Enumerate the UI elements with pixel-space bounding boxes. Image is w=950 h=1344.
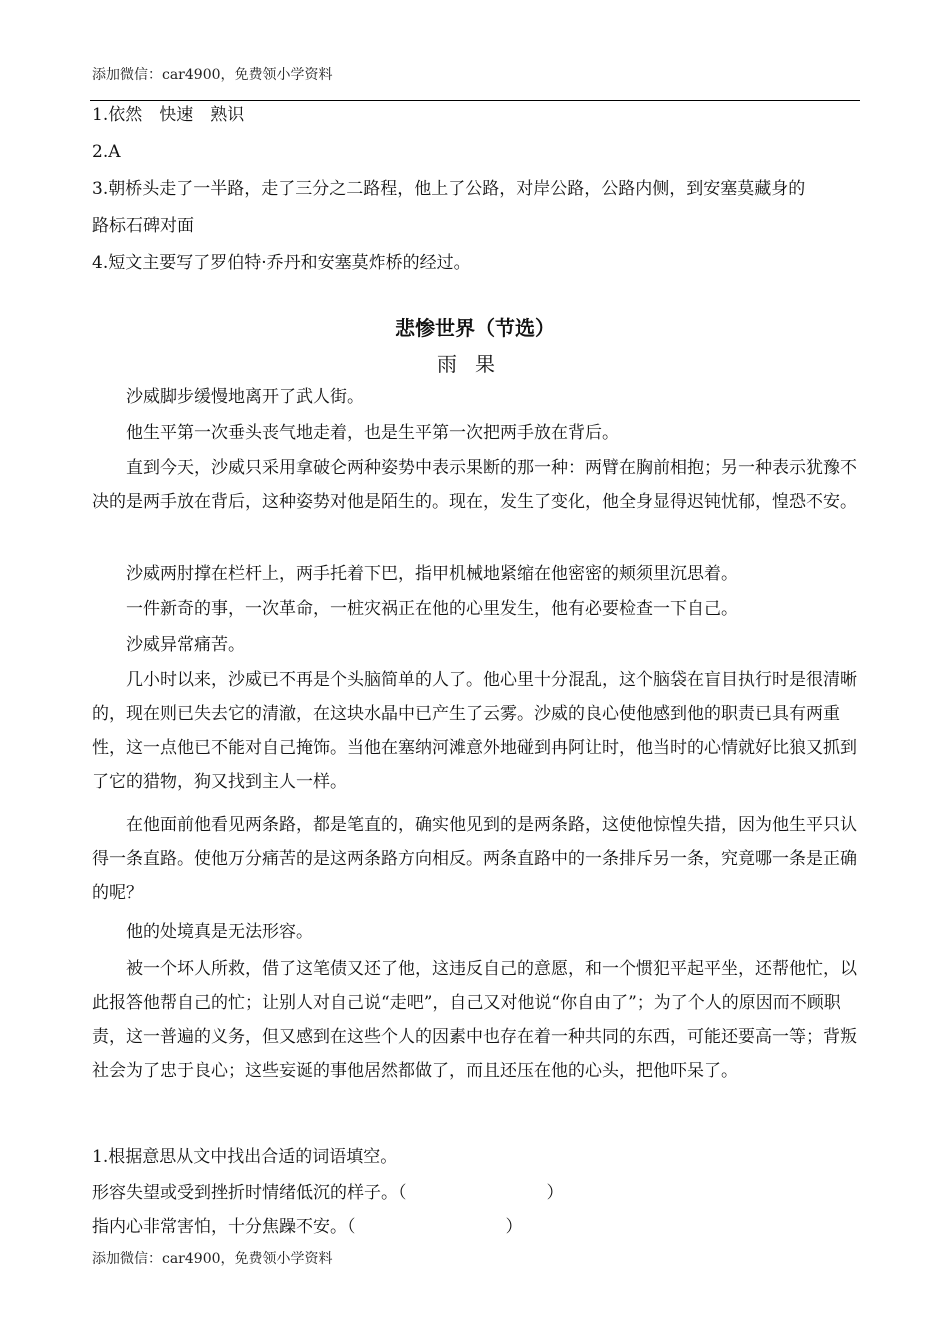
answer-item: 1.依然 快速 熟识 [92, 105, 245, 125]
article-paragraph: 沙威异常痛苦。 [126, 635, 245, 655]
question-1: 1.根据意思从文中找出合适的词语填空。 [92, 1147, 398, 1167]
article-paragraph: 被一个坏人所救，借了这笔债又还了他，这违反自己的意愿，和一个惯犯平起平坐，还帮他忙，以此报答他帮自己的忙；让别人对自己说“走吧”，自己又对他说“你自由了”；为了个人的原因而不顾职责，这一普遍的义务，但又感到在这些个人的因素中也存在着一种共同的东西，可能还要高一等；背叛社会为了忠于良心；这些妄诞的事他居然都做了，而且还压在他的心头，把他吓呆了。 [92, 959, 857, 1081]
article-paragraph: 直到今天，沙威只采用拿破仑两种姿势中表示果断的那一种：两臂在胸前相抱；另一种表示犹豫不决的是两手放在背后，这种姿势对他是陌生的。现在，发生了变化，他全身显得迟钝忧郁，惶恐不安。 [92, 458, 857, 512]
article-paragraph: 在他面前他看见两条路，都是笔直的，确实他见到的是两条路，这使他惊惶失措，因为他生平只认得一条直路。使他万分痛苦的是这两条路方向相反。两条直路中的一条排斥另一条，究竟哪一条是正确的呢？ [92, 815, 857, 903]
article-paragraph: 一件新奇的事，一次革命，一桩灾祸正在他的心里发生，他有必要检查一下自己。 [126, 599, 738, 619]
question-1a [92, 1178, 564, 1203]
answer-item: 4.短文主要写了罗伯特·乔丹和安塞莫炸桥的经过。 [92, 253, 471, 273]
article-paragraph: 沙威两肘撑在栏杆上，两手托着下巴，指甲机械地紧缩在他密密的颊须里沉思着。 [126, 564, 738, 584]
answer-item: 路标石碑对面 [92, 216, 194, 236]
question-1b-text: 指内心非常害怕，十分焦躁不安。（ [92, 1217, 356, 1237]
question-1a-text: 形容失望或受到挫折时情绪低沉的样子。（ [92, 1183, 407, 1203]
answer-item: 3.朝桥头走了一半路，走了三分之二路程，他上了公路，对岸公路，公路内侧，到安塞莫藏身的 [92, 179, 806, 199]
question-1b-close: ） [505, 1217, 523, 1237]
question-1a-close: ） [546, 1183, 564, 1203]
answer-list [92, 97, 860, 282]
article-title: 悲惨世界（节选） [395, 316, 555, 340]
article-author: 雨果 [437, 352, 513, 376]
article-paragraph: 几小时以来，沙威已不再是个头脑简单的人了。他心里十分混乱，这个脑袋在盲目执行时是很清晰的，现在则已失去它的清澈，在这块水晶中已产生了云雾。沙威的良心使他感到他的职责已具有两重性，这一点他已不能对自己掩饰。当他在塞纳河滩意外地碰到冉阿让时，他当时的心情就好比狼又抓到了它的猎物，狗又找到主人一样。 [92, 670, 857, 792]
answer-item: 2.A [92, 142, 121, 162]
page-footer: 添加微信：car4900，免费领小学资料 [92, 1251, 333, 1267]
article-paragraph: 沙威脚步缓慢地离开了武人街。 [126, 387, 364, 407]
question-1b [92, 1212, 523, 1237]
page-header: 添加微信：car4900，免费领小学资料 [92, 67, 333, 83]
article-paragraph: 他的处境真是无法形容。 [126, 922, 313, 942]
article-paragraph: 他生平第一次垂头丧气地走着，也是生平第一次把两手放在背后。 [126, 423, 619, 443]
